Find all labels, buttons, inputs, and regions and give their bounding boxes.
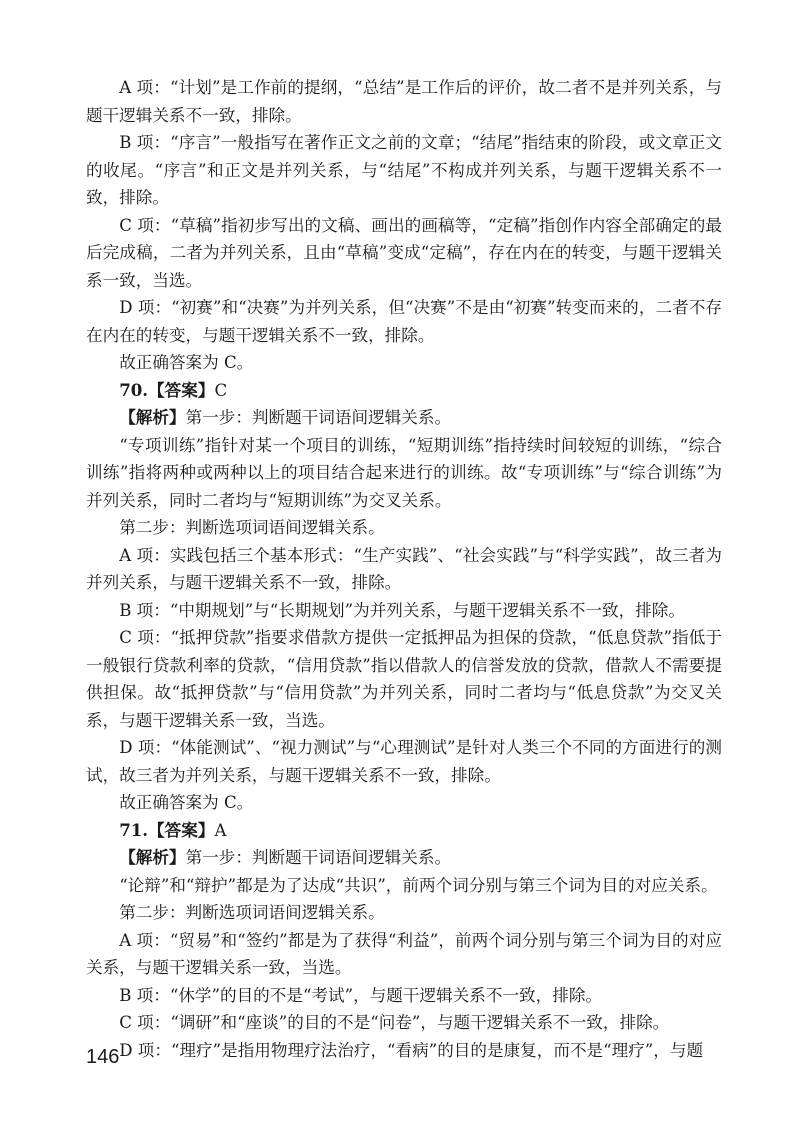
q70-conclusion: [86, 789, 722, 817]
q70-option-d: [86, 734, 722, 789]
q70-analysis-step2: [86, 514, 722, 542]
analysis-label: 【解析】: [119, 847, 186, 867]
paragraph-text: “专项训练”指针对某一个项目的训练，“短期训练”指持续时间较短的训练，“综合训练”指将两种或两种以上的项目结合起来进行的训练。故“专项训练”与“综合训练”为并列关系，同时二者均与“短期训练”为交叉关系。: [86, 435, 722, 510]
paragraph-text: 第二步：判断选项词语间逻辑关系。: [119, 518, 385, 537]
answer-value: A: [214, 820, 227, 840]
q70-analysis-step1: [86, 404, 722, 432]
paragraph-text: D 项：“理疗”是指用物理疗法治疗，“看病”的目的是康复，而不是“理疗”，与题: [119, 1040, 704, 1060]
paragraph-text: A 项：“贸易”和“签约”都是为了获得“利益”，前两个词分别与第三个词为目的对应关系，与题干逻辑关系一致，当选。: [86, 930, 722, 977]
q70-analysis-body: [86, 432, 722, 515]
q71-analysis-step1: [86, 844, 722, 872]
paragraph-text: C 项：“抵押贷款”指要求借款方提供一定抵押品为担保的贷款，“低息贷款”指低于一般银行贷款利率的贷款，“信用贷款”指以借款人的信誉发放的贷款，借款人不需要提供担保。故“抵押贷款”与“信用贷款”为并列关系，同时二者均与“低息贷款”为交叉关系，与题干逻辑关系一致，当选。: [86, 628, 722, 730]
q69-option-c: [86, 212, 722, 295]
paragraph-text: B 项：“休学”的目的不是“考试”，与题干逻辑关系不一致，排除。: [119, 985, 603, 1005]
q71-answer: [86, 817, 722, 845]
answer-label: 70.【答案】: [119, 379, 215, 400]
paragraph-text: C 项：“调研”和“座谈”的目的不是“问卷”，与题干逻辑关系不一致，排除。: [119, 1013, 670, 1032]
paragraph-text: B 项：“中期规划”与“长期规划”为并列关系，与题干逻辑关系不一致，排除。: [119, 600, 685, 620]
q71-option-a: [86, 927, 722, 982]
q71-option-c: [86, 1009, 722, 1037]
answer-value: C: [214, 380, 228, 400]
paragraph-text: A 项：实践包括三个基本形式：“生产实践”、“社会实践”与“科学实践”，故三者为并列关系，与题干逻辑关系不一致，排除。: [86, 545, 722, 592]
paragraph-text: 第二步：判断选项词语间逻辑关系。: [119, 903, 385, 922]
q71-analysis-body: [86, 872, 722, 900]
paragraph-text: 故正确答案为 C。: [119, 353, 254, 372]
q70-answer: [86, 377, 722, 405]
page-number: 146: [86, 1046, 120, 1068]
q69-option-a: [86, 74, 722, 129]
page-content: [86, 74, 722, 1064]
answer-label: 71.【答案】: [119, 819, 215, 840]
paragraph-text: C 项：“草稿”指初步写出的文稿、画出的画稿等，“定稿”指创作内容全部确定的最后完成稿，二者为并列关系，且由“草稿”变成“定稿”，存在内在的转变，与题干逻辑关系一致，当选。: [86, 215, 722, 290]
paragraph-text: “论辩”和“辩护”都是为了达成“共识”，前两个词分别与第三个词为目的对应关系。: [119, 875, 718, 895]
paragraph-text: 故正确答案为 C。: [119, 793, 254, 812]
q71-option-d: [86, 1037, 722, 1065]
q70-option-c: [86, 624, 722, 734]
paragraph-text: 第一步：判断题干词语间逻辑关系。: [185, 408, 452, 427]
q70-option-a: [86, 542, 722, 597]
paragraph-text: A 项：“计划”是工作前的提纲，“总结”是工作后的评价，故二者不是并列关系，与题干逻辑关系不一致，排除。: [86, 78, 722, 125]
paragraph-text: 第一步：判断题干词语间逻辑关系。: [185, 848, 452, 867]
q69-option-b: [86, 129, 722, 212]
q71-analysis-step2: [86, 899, 722, 927]
paragraph-text: D 项：“初赛”和“决赛”为并列关系，但“决赛”不是由“初赛”转变而来的，二者不存在内在的转变，与题干逻辑关系不一致，排除。: [86, 298, 722, 345]
analysis-label: 【解析】: [119, 407, 186, 427]
q69-option-d: [86, 294, 722, 349]
q69-conclusion: [86, 349, 722, 377]
paragraph-text: D 项：“体能测试”、“视力测试”与“心理测试”是针对人类三个不同的方面进行的测试，故三者为并列关系，与题干逻辑关系不一致，排除。: [86, 738, 722, 785]
q71-option-b: [86, 982, 722, 1010]
paragraph-text: B 项：“序言”一般指写在著作正文之前的文章；“结尾”指结束的阶段，或文章正文的收尾。“序言”和正文是并列关系，与“结尾”不构成并列关系，与题干逻辑关系不一致，排除。: [86, 133, 722, 207]
q70-option-b: [86, 597, 722, 625]
